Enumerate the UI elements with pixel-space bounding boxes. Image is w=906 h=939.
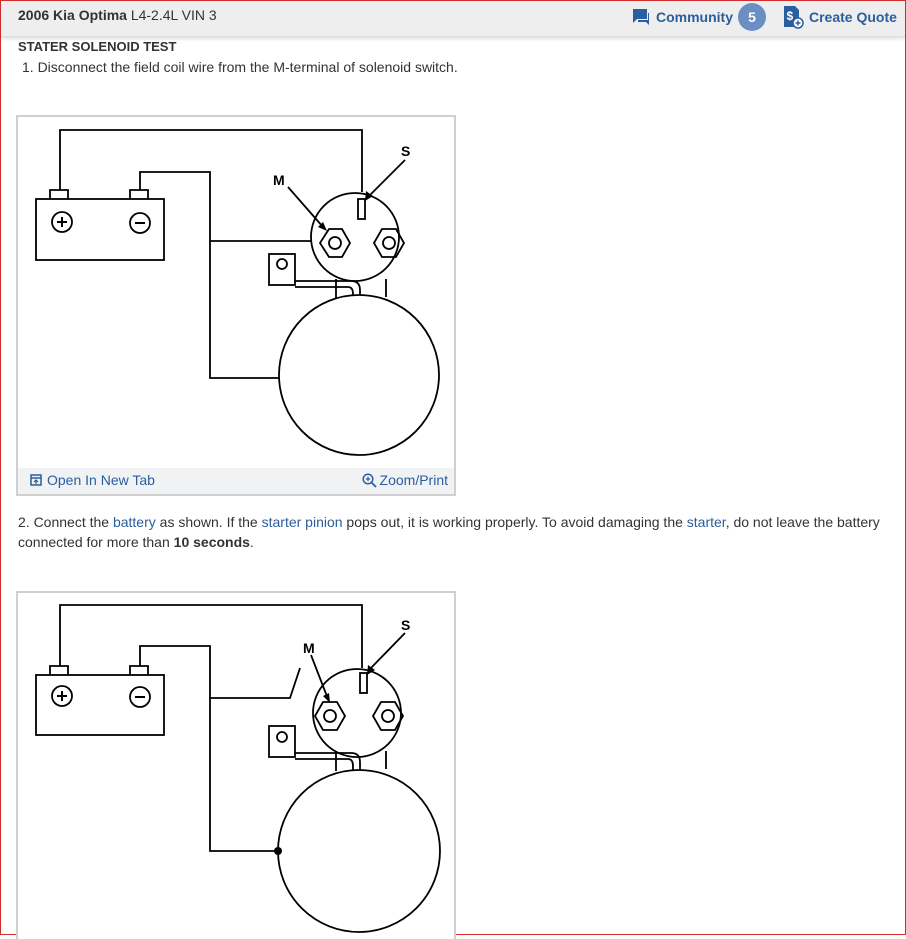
zoom-print-link[interactable] xyxy=(362,472,448,488)
starter-pinion-link[interactable]: starter pinion xyxy=(261,514,343,530)
starter-motor-body xyxy=(278,770,440,932)
label-s: S xyxy=(401,617,411,633)
community-button[interactable] xyxy=(632,3,766,31)
zoom-in-icon xyxy=(362,473,377,488)
label-s: S xyxy=(401,143,411,159)
label-m: M xyxy=(273,172,285,188)
wire-motor xyxy=(140,172,280,378)
wire-s-terminal xyxy=(60,130,362,192)
step-1-text: 1. Disconnect the field coil wire from the M-terminal of solenoid switch. xyxy=(22,59,458,75)
community-label: Community xyxy=(656,9,733,25)
figure-2 xyxy=(16,591,456,939)
dollar-document-icon xyxy=(782,5,804,29)
solenoid-diagram-2 xyxy=(18,593,454,939)
solenoid-housing xyxy=(313,669,401,757)
battery-post-positive xyxy=(50,190,68,199)
starter-motor-body xyxy=(279,295,439,455)
step-2-text: 2. Connect the battery as shown. If the starter pinion pops out, it is working properly. To avoid damaging the starter, do not leave the battery connected for more than 10 seconds. xyxy=(18,514,880,550)
wire-open-switch xyxy=(210,668,300,698)
new-tab-icon xyxy=(30,474,42,486)
wire-s-terminal xyxy=(60,605,362,668)
starter-link[interactable]: starter xyxy=(686,514,726,530)
solenoid-diagram-1 xyxy=(18,117,454,468)
header-bar xyxy=(1,1,905,37)
figure-1-toolbar xyxy=(18,468,454,494)
zoom-print-label: Zoom/Print xyxy=(379,472,448,488)
wire-motor xyxy=(140,646,278,851)
open-in-new-tab-link[interactable] xyxy=(30,472,155,488)
create-quote-label: Create Quote xyxy=(809,9,897,25)
vehicle-title: 2006 Kia Optima L4-2.4L VIN 3 xyxy=(18,7,217,23)
svg-text:$: $ xyxy=(786,9,794,23)
figure-1 xyxy=(16,115,456,496)
community-count-badge: 5 xyxy=(738,3,766,31)
open-in-new-tab-label: Open In New Tab xyxy=(47,472,155,488)
label-m: M xyxy=(303,640,315,656)
motor-connection-dot xyxy=(274,847,282,855)
chat-bubble-icon xyxy=(632,8,650,26)
battery-link[interactable]: battery xyxy=(112,514,156,530)
m-label-arrow xyxy=(288,187,323,227)
section-heading: STATER SOLENOID TEST xyxy=(18,39,177,54)
battery-post-negative xyxy=(130,190,148,199)
create-quote-button[interactable] xyxy=(782,3,897,31)
